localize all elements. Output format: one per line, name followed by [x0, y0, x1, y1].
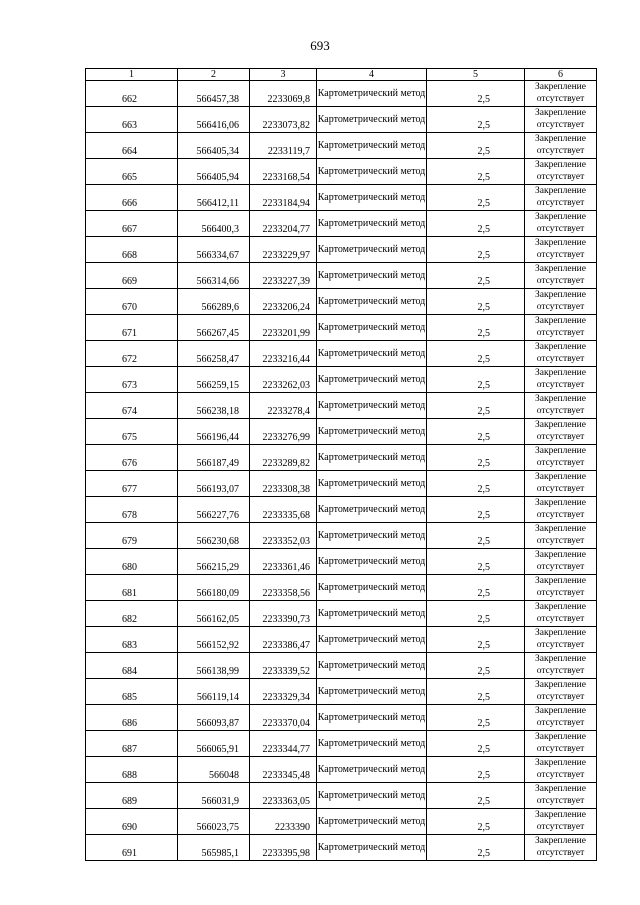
table-row — [86, 185, 597, 211]
fixation-note-cell: Закрепление отсутствует — [525, 731, 597, 757]
y-coordinate-cell: 2233289,82 — [250, 445, 317, 471]
accuracy-cell: 2,5 — [427, 445, 525, 471]
x-coordinate-cell: 566152,92 — [178, 627, 250, 653]
point-number-cell: 675 — [86, 419, 178, 445]
method-cell: Картометрический метод — [317, 549, 427, 575]
y-coordinate-cell: 2233227,39 — [250, 263, 317, 289]
fixation-note-cell: Закрепление отсутствует — [525, 757, 597, 783]
accuracy-cell: 2,5 — [427, 159, 525, 185]
fixation-note-cell: Закрепление отсутствует — [525, 315, 597, 341]
y-coordinate-cell: 2233363,05 — [250, 783, 317, 809]
y-coordinate-cell: 2233345,48 — [250, 757, 317, 783]
point-number-cell: 687 — [86, 731, 178, 757]
x-coordinate-cell: 566405,94 — [178, 159, 250, 185]
point-number-cell: 690 — [86, 809, 178, 835]
table-row — [86, 107, 597, 133]
y-coordinate-cell: 2233344,77 — [250, 731, 317, 757]
table-row — [86, 783, 597, 809]
x-coordinate-cell: 566405,34 — [178, 133, 250, 159]
x-coordinate-cell: 566215,29 — [178, 549, 250, 575]
accuracy-cell: 2,5 — [427, 809, 525, 835]
point-number-cell: 688 — [86, 757, 178, 783]
table-row — [86, 159, 597, 185]
x-coordinate-cell: 566119,14 — [178, 679, 250, 705]
y-coordinate-cell: 2233216,44 — [250, 341, 317, 367]
table-row — [86, 289, 597, 315]
table-row — [86, 237, 597, 263]
header-col-4: 4 — [317, 69, 427, 81]
point-number-cell: 674 — [86, 393, 178, 419]
point-number-cell: 684 — [86, 653, 178, 679]
x-coordinate-cell: 566334,67 — [178, 237, 250, 263]
fixation-note-cell: Закрепление отсутствует — [525, 237, 597, 263]
x-coordinate-cell: 566400,3 — [178, 211, 250, 237]
method-cell: Картометрический метод — [317, 497, 427, 523]
method-cell: Картометрический метод — [317, 393, 427, 419]
header-col-6: 6 — [525, 69, 597, 81]
accuracy-cell: 2,5 — [427, 731, 525, 757]
accuracy-cell: 2,5 — [427, 705, 525, 731]
method-cell: Картометрический метод — [317, 341, 427, 367]
y-coordinate-cell: 2233339,52 — [250, 653, 317, 679]
fixation-note-cell: Закрепление отсутствует — [525, 185, 597, 211]
table-row — [86, 679, 597, 705]
x-coordinate-cell: 566093,87 — [178, 705, 250, 731]
method-cell: Картометрический метод — [317, 237, 427, 263]
y-coordinate-cell: 2233390,73 — [250, 601, 317, 627]
point-number-cell: 689 — [86, 783, 178, 809]
fixation-note-cell: Закрепление отсутствует — [525, 575, 597, 601]
x-coordinate-cell: 566238,18 — [178, 393, 250, 419]
y-coordinate-cell: 2233358,56 — [250, 575, 317, 601]
point-number-cell: 681 — [86, 575, 178, 601]
accuracy-cell: 2,5 — [427, 237, 525, 263]
table-body — [86, 81, 597, 861]
table-row — [86, 81, 597, 107]
x-coordinate-cell: 566259,15 — [178, 367, 250, 393]
point-number-cell: 670 — [86, 289, 178, 315]
table-row — [86, 471, 597, 497]
method-cell: Картометрический метод — [317, 627, 427, 653]
table-row — [86, 341, 597, 367]
point-number-cell: 666 — [86, 185, 178, 211]
point-number-cell: 669 — [86, 263, 178, 289]
x-coordinate-cell: 566227,76 — [178, 497, 250, 523]
x-coordinate-cell: 566416,06 — [178, 107, 250, 133]
x-coordinate-cell: 566187,49 — [178, 445, 250, 471]
x-coordinate-cell: 566196,44 — [178, 419, 250, 445]
table-row — [86, 757, 597, 783]
y-coordinate-cell: 2233204,77 — [250, 211, 317, 237]
y-coordinate-cell: 2233352,03 — [250, 523, 317, 549]
y-coordinate-cell: 2233201,99 — [250, 315, 317, 341]
accuracy-cell: 2,5 — [427, 263, 525, 289]
table-row — [86, 705, 597, 731]
fixation-note-cell: Закрепление отсутствует — [525, 263, 597, 289]
table-row — [86, 393, 597, 419]
point-number-cell: 677 — [86, 471, 178, 497]
point-number-cell: 668 — [86, 237, 178, 263]
accuracy-cell: 2,5 — [427, 471, 525, 497]
method-cell: Картометрический метод — [317, 133, 427, 159]
point-number-cell: 682 — [86, 601, 178, 627]
fixation-note-cell: Закрепление отсутствует — [525, 523, 597, 549]
table-row — [86, 211, 597, 237]
method-cell: Картометрический метод — [317, 783, 427, 809]
accuracy-cell: 2,5 — [427, 653, 525, 679]
y-coordinate-cell: 2233329,34 — [250, 679, 317, 705]
x-coordinate-cell: 566314,66 — [178, 263, 250, 289]
y-coordinate-cell: 2233361,46 — [250, 549, 317, 575]
accuracy-cell: 2,5 — [427, 549, 525, 575]
accuracy-cell: 2,5 — [427, 341, 525, 367]
table-row — [86, 419, 597, 445]
accuracy-cell: 2,5 — [427, 133, 525, 159]
y-coordinate-cell: 2233390 — [250, 809, 317, 835]
method-cell: Картометрический метод — [317, 419, 427, 445]
header-col-1: 1 — [86, 69, 178, 81]
y-coordinate-cell: 2233370,04 — [250, 705, 317, 731]
coordinates-table — [85, 68, 597, 861]
point-number-cell: 672 — [86, 341, 178, 367]
fixation-note-cell: Закрепление отсутствует — [525, 159, 597, 185]
x-coordinate-cell: 566457,38 — [178, 81, 250, 107]
fixation-note-cell: Закрепление отсутствует — [525, 393, 597, 419]
table-row — [86, 315, 597, 341]
x-coordinate-cell: 566267,45 — [178, 315, 250, 341]
x-coordinate-cell: 566031,9 — [178, 783, 250, 809]
table-row — [86, 731, 597, 757]
table-row — [86, 367, 597, 393]
accuracy-cell: 2,5 — [427, 211, 525, 237]
table-row — [86, 497, 597, 523]
accuracy-cell: 2,5 — [427, 289, 525, 315]
table-row — [86, 575, 597, 601]
method-cell: Картометрический метод — [317, 315, 427, 341]
x-coordinate-cell: 565985,1 — [178, 835, 250, 861]
y-coordinate-cell: 2233395,98 — [250, 835, 317, 861]
table-row — [86, 653, 597, 679]
point-number-cell: 662 — [86, 81, 178, 107]
method-cell: Картометрический метод — [317, 289, 427, 315]
fixation-note-cell: Закрепление отсутствует — [525, 497, 597, 523]
table-row — [86, 445, 597, 471]
fixation-note-cell: Закрепление отсутствует — [525, 601, 597, 627]
fixation-note-cell: Закрепление отсутствует — [525, 133, 597, 159]
point-number-cell: 663 — [86, 107, 178, 133]
point-number-cell: 678 — [86, 497, 178, 523]
accuracy-cell: 2,5 — [427, 497, 525, 523]
fixation-note-cell: Закрепление отсутствует — [525, 809, 597, 835]
x-coordinate-cell: 566065,91 — [178, 731, 250, 757]
y-coordinate-cell: 2233229,97 — [250, 237, 317, 263]
method-cell: Картометрический метод — [317, 367, 427, 393]
point-number-cell: 667 — [86, 211, 178, 237]
x-coordinate-cell: 566138,99 — [178, 653, 250, 679]
x-coordinate-cell: 566180,09 — [178, 575, 250, 601]
method-cell: Картометрический метод — [317, 679, 427, 705]
accuracy-cell: 2,5 — [427, 367, 525, 393]
accuracy-cell: 2,5 — [427, 185, 525, 211]
method-cell: Картометрический метод — [317, 81, 427, 107]
method-cell: Картометрический метод — [317, 107, 427, 133]
x-coordinate-cell: 566023,75 — [178, 809, 250, 835]
page-number: 693 — [310, 38, 330, 53]
y-coordinate-cell: 2233308,38 — [250, 471, 317, 497]
table-row — [86, 809, 597, 835]
method-cell: Картометрический метод — [317, 159, 427, 185]
header-col-3: 3 — [250, 69, 317, 81]
accuracy-cell: 2,5 — [427, 575, 525, 601]
fixation-note-cell: Закрепление отсутствует — [525, 107, 597, 133]
table-row — [86, 835, 597, 861]
fixation-note-cell: Закрепление отсутствует — [525, 679, 597, 705]
y-coordinate-cell: 2233335,68 — [250, 497, 317, 523]
point-number-cell: 676 — [86, 445, 178, 471]
accuracy-cell: 2,5 — [427, 601, 525, 627]
accuracy-cell: 2,5 — [427, 783, 525, 809]
accuracy-cell: 2,5 — [427, 419, 525, 445]
fixation-note-cell: Закрепление отсутствует — [525, 783, 597, 809]
point-number-cell: 686 — [86, 705, 178, 731]
method-cell: Картометрический метод — [317, 445, 427, 471]
accuracy-cell: 2,5 — [427, 627, 525, 653]
fixation-note-cell: Закрепление отсутствует — [525, 549, 597, 575]
point-number-cell: 673 — [86, 367, 178, 393]
y-coordinate-cell: 2233276,99 — [250, 419, 317, 445]
table-row — [86, 601, 597, 627]
table-header — [86, 69, 597, 81]
fixation-note-cell: Закрепление отсутствует — [525, 289, 597, 315]
point-number-cell: 683 — [86, 627, 178, 653]
method-cell: Картометрический метод — [317, 757, 427, 783]
y-coordinate-cell: 2233386,47 — [250, 627, 317, 653]
y-coordinate-cell: 2233206,24 — [250, 289, 317, 315]
method-cell: Картометрический метод — [317, 705, 427, 731]
method-cell: Картометрический метод — [317, 835, 427, 861]
method-cell: Картометрический метод — [317, 523, 427, 549]
y-coordinate-cell: 2233073,82 — [250, 107, 317, 133]
accuracy-cell: 2,5 — [427, 835, 525, 861]
accuracy-cell: 2,5 — [427, 393, 525, 419]
method-cell: Картометрический метод — [317, 731, 427, 757]
table-row — [86, 523, 597, 549]
header-col-5: 5 — [427, 69, 525, 81]
table-row — [86, 627, 597, 653]
accuracy-cell: 2,5 — [427, 315, 525, 341]
accuracy-cell: 2,5 — [427, 523, 525, 549]
x-coordinate-cell: 566162,05 — [178, 601, 250, 627]
fixation-note-cell: Закрепление отсутствует — [525, 835, 597, 861]
y-coordinate-cell: 2233278,4 — [250, 393, 317, 419]
x-coordinate-cell: 566412,11 — [178, 185, 250, 211]
point-number-cell: 691 — [86, 835, 178, 861]
method-cell: Картометрический метод — [317, 185, 427, 211]
fixation-note-cell: Закрепление отсутствует — [525, 367, 597, 393]
table-row — [86, 133, 597, 159]
table-row — [86, 263, 597, 289]
accuracy-cell: 2,5 — [427, 757, 525, 783]
method-cell: Картометрический метод — [317, 471, 427, 497]
point-number-cell: 665 — [86, 159, 178, 185]
point-number-cell: 671 — [86, 315, 178, 341]
method-cell: Картометрический метод — [317, 575, 427, 601]
method-cell: Картометрический метод — [317, 601, 427, 627]
header-col-2: 2 — [178, 69, 250, 81]
accuracy-cell: 2,5 — [427, 107, 525, 133]
fixation-note-cell: Закрепление отсутствует — [525, 341, 597, 367]
point-number-cell: 679 — [86, 523, 178, 549]
y-coordinate-cell: 2233168,54 — [250, 159, 317, 185]
method-cell: Картометрический метод — [317, 211, 427, 237]
method-cell: Картометрический метод — [317, 653, 427, 679]
fixation-note-cell: Закрепление отсутствует — [525, 445, 597, 471]
fixation-note-cell: Закрепление отсутствует — [525, 211, 597, 237]
x-coordinate-cell: 566289,6 — [178, 289, 250, 315]
y-coordinate-cell: 2233262,03 — [250, 367, 317, 393]
table-row — [86, 549, 597, 575]
y-coordinate-cell: 2233184,94 — [250, 185, 317, 211]
fixation-note-cell: Закрепление отсутствует — [525, 705, 597, 731]
y-coordinate-cell: 2233069,8 — [250, 81, 317, 107]
fixation-note-cell: Закрепление отсутствует — [525, 653, 597, 679]
x-coordinate-cell: 566048 — [178, 757, 250, 783]
point-number-cell: 664 — [86, 133, 178, 159]
method-cell: Картометрический метод — [317, 809, 427, 835]
x-coordinate-cell: 566193,07 — [178, 471, 250, 497]
accuracy-cell: 2,5 — [427, 679, 525, 705]
point-number-cell: 685 — [86, 679, 178, 705]
x-coordinate-cell: 566258,47 — [178, 341, 250, 367]
point-number-cell: 680 — [86, 549, 178, 575]
header-row — [86, 69, 597, 81]
x-coordinate-cell: 566230,68 — [178, 523, 250, 549]
accuracy-cell: 2,5 — [427, 81, 525, 107]
fixation-note-cell: Закрепление отсутствует — [525, 471, 597, 497]
fixation-note-cell: Закрепление отсутствует — [525, 81, 597, 107]
fixation-note-cell: Закрепление отсутствует — [525, 627, 597, 653]
method-cell: Картометрический метод — [317, 263, 427, 289]
y-coordinate-cell: 2233119,7 — [250, 133, 317, 159]
fixation-note-cell: Закрепление отсутствует — [525, 419, 597, 445]
